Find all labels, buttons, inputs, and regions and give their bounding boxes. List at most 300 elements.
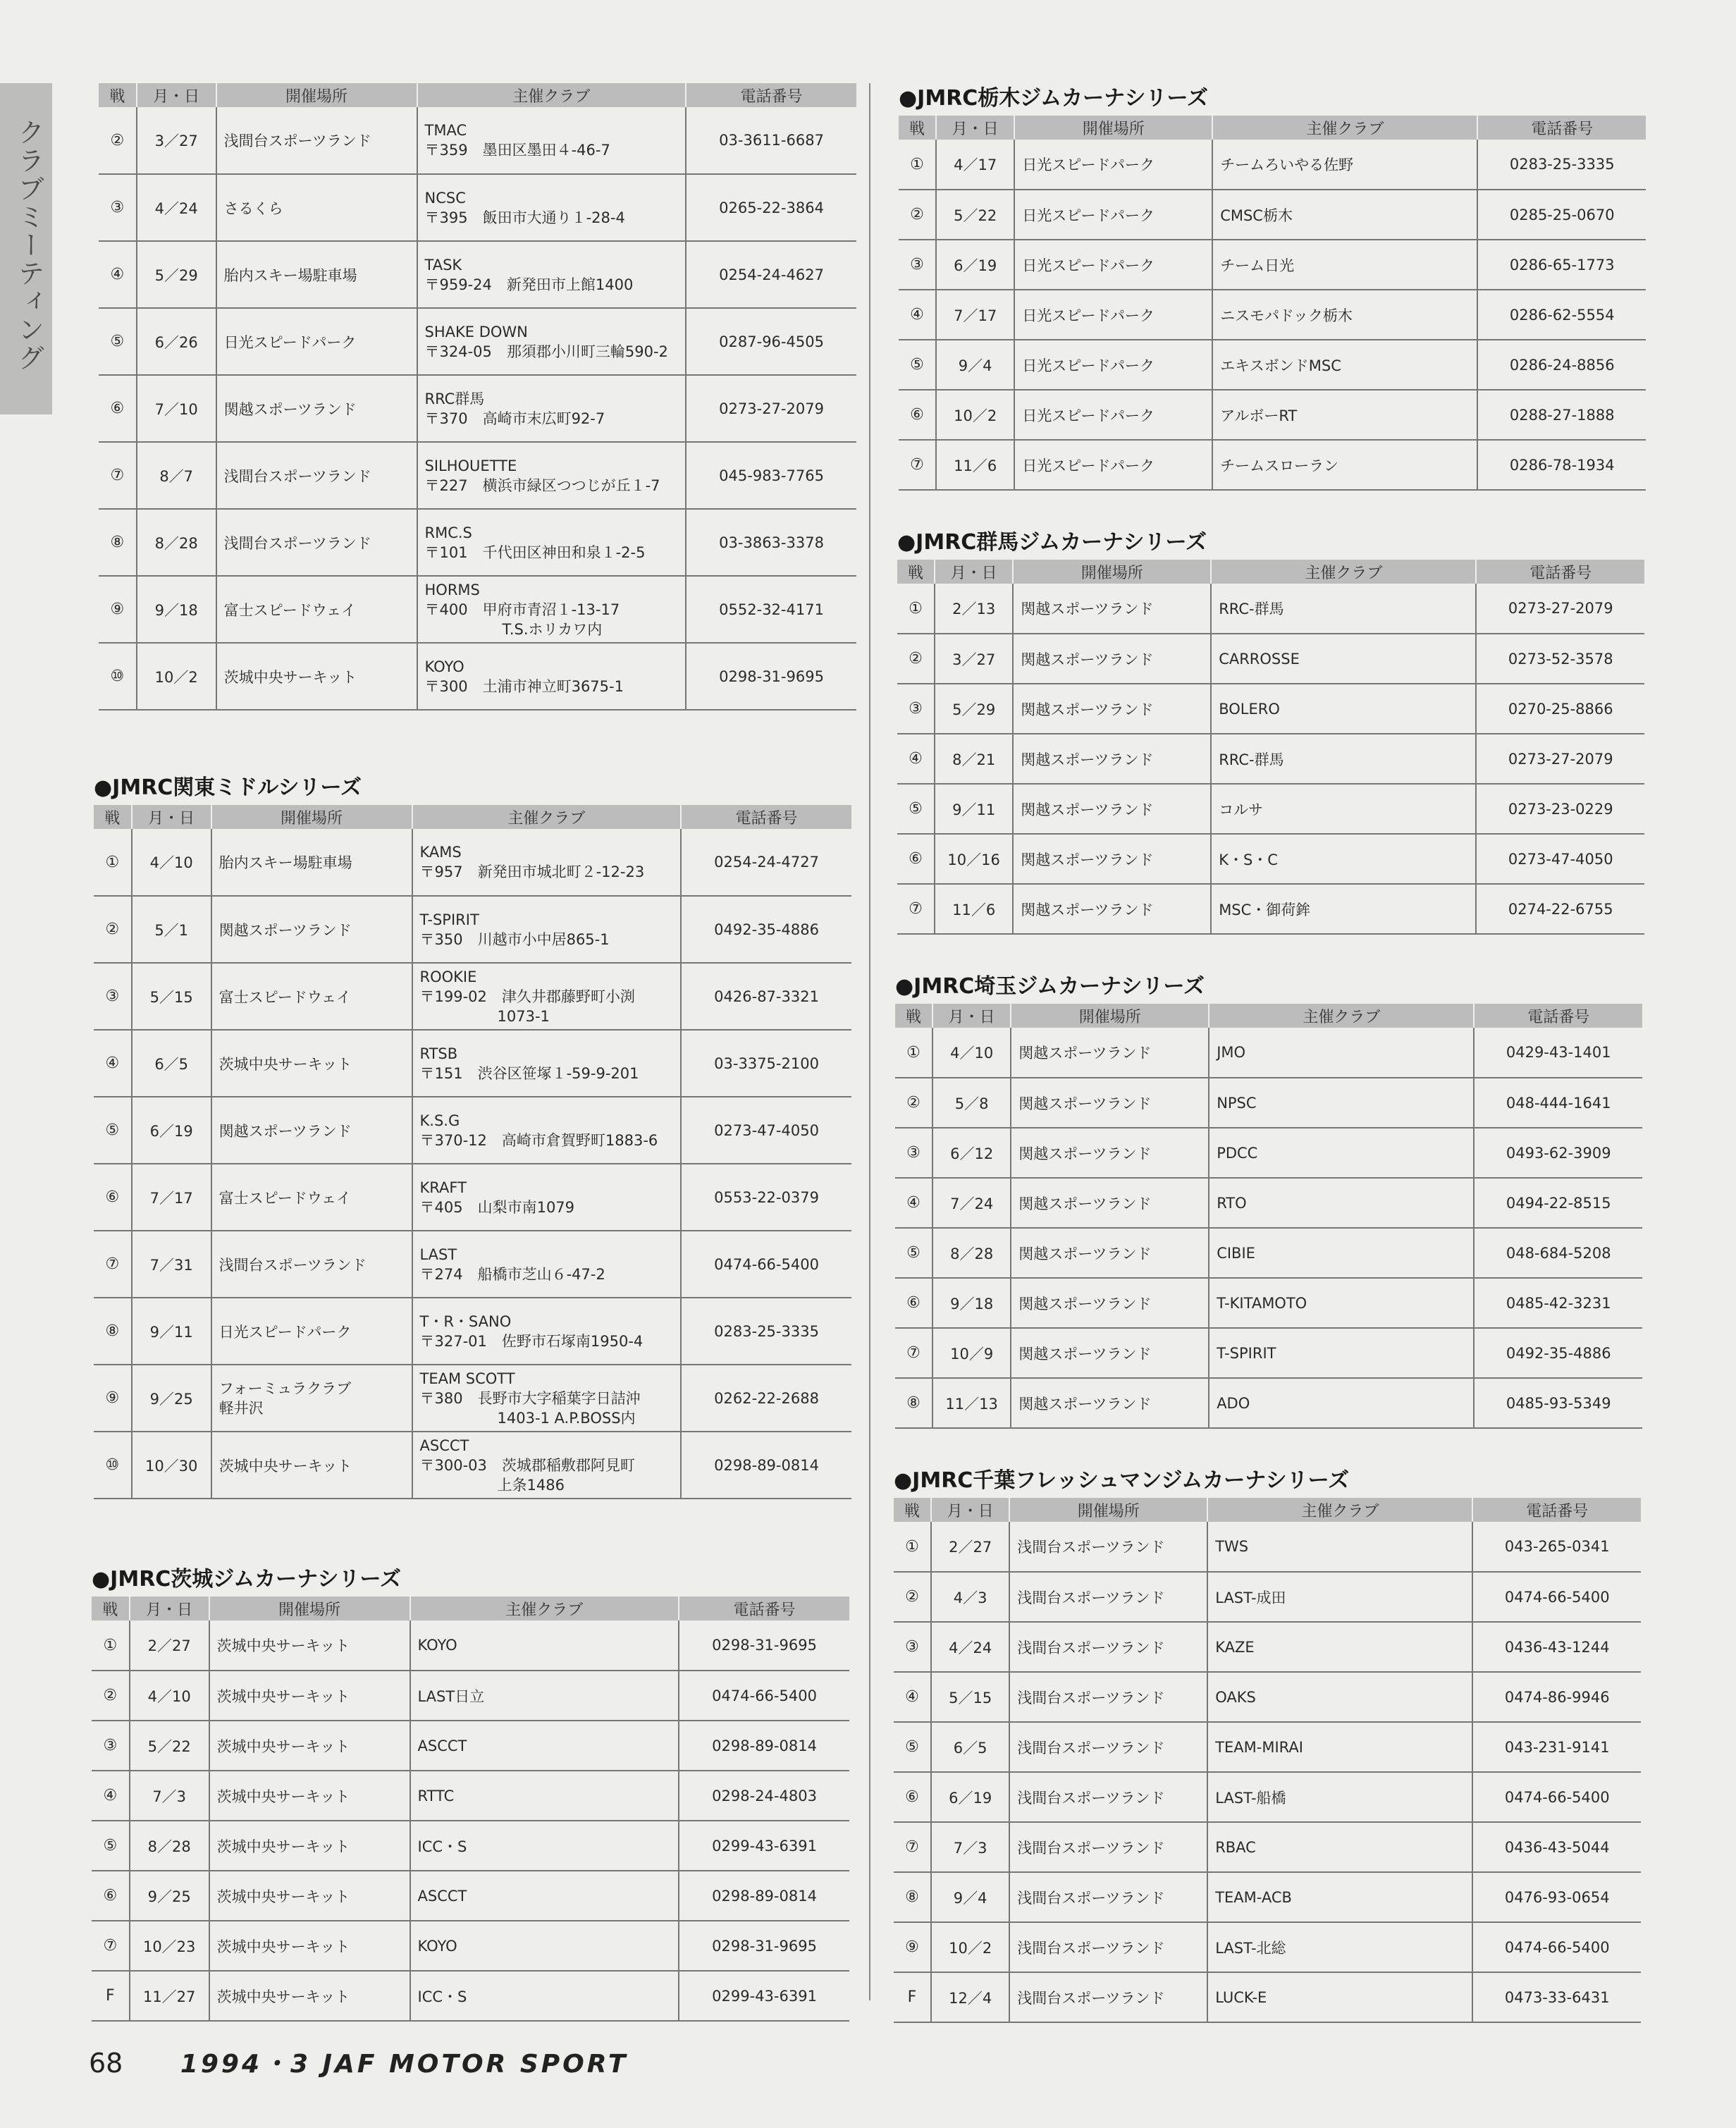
cell-tel: 0473-33-6431 <box>1472 1972 1641 2022</box>
cell-venue: 茨城中央サーキット <box>211 1432 412 1499</box>
table-row <box>99 509 856 576</box>
cell-tel: 0273-27-2079 <box>1476 584 1644 634</box>
cell-venue: 浅間台スポーツランド <box>216 509 417 576</box>
cell-line: KOYO <box>424 658 464 675</box>
cell-club <box>417 442 687 509</box>
cell-club: チームスローラン <box>1212 440 1477 490</box>
cell-tel: 0553-22-0379 <box>681 1164 851 1231</box>
cell-venue: 日光スピードパーク <box>1014 390 1212 440</box>
cell-line: 〒101 千代田区神田和泉１-2-5 <box>424 543 646 561</box>
table-row <box>895 1078 1642 1128</box>
cell-venue: 浅間台スポーツランド <box>1009 1872 1207 1922</box>
cell-club: KOYO <box>410 1620 679 1671</box>
cell-tel: 0492-35-4886 <box>681 896 851 963</box>
cell-tel: 0283-25-3335 <box>1477 140 1646 190</box>
cell-club: RRC-群馬 <box>1211 734 1476 784</box>
cell-no: ⑩ <box>99 643 137 710</box>
cell-tel: 0298-31-9695 <box>686 643 856 710</box>
table-row <box>897 634 1644 684</box>
cell-tel: 0274-22-6755 <box>1476 884 1644 934</box>
cell-tel: 0286-24-8856 <box>1477 340 1646 390</box>
cell-no: ⑦ <box>897 884 935 934</box>
column-header-date: 月・日 <box>132 805 211 829</box>
section-title: ●JMRC茨城ジムカーナシリーズ <box>92 1567 402 1592</box>
cell-venue: 関越スポーツランド <box>1013 884 1211 934</box>
cell-no: ⑧ <box>894 1872 931 1922</box>
cell-no: ⑦ <box>899 440 936 490</box>
cell-date: 11／27 <box>130 1971 209 2021</box>
cell-tel: 0474-66-5400 <box>1472 1922 1641 1972</box>
cell-date: 11／13 <box>932 1378 1011 1428</box>
cell-line: 〒380 長野市大字稲葉字日詰沖 <box>419 1389 641 1407</box>
cell-line: 上条1486 <box>497 1476 565 1494</box>
cell-club <box>412 896 682 963</box>
cell-date: 7／17 <box>936 290 1014 340</box>
column-header-no: 戦 <box>899 116 936 140</box>
cell-tel: 0298-89-0814 <box>681 1432 851 1499</box>
cell-line: 1073-1 <box>497 1007 550 1025</box>
cell-club: TWS <box>1207 1522 1472 1572</box>
cell-date: 9／18 <box>932 1278 1011 1328</box>
schedule-block-tochigi <box>899 86 1646 491</box>
cell-no: ⑥ <box>894 1772 931 1822</box>
table-row <box>895 1328 1642 1378</box>
cell-club <box>412 1432 682 1499</box>
column-header-tel: 電話番号 <box>679 1597 849 1620</box>
cell-no: ① <box>897 584 935 634</box>
cell-no: ⑤ <box>897 784 935 834</box>
cell-venue: 富士スピードウェイ <box>211 963 412 1030</box>
header-row <box>99 83 856 107</box>
cell-line: 〒300-03 茨城郡稲敷郡阿見町 <box>419 1456 635 1474</box>
page-footer <box>89 2044 628 2080</box>
cell-date: 4／24 <box>137 174 216 241</box>
cell-line: RTSB <box>419 1045 458 1062</box>
cell-date: 5／1 <box>132 896 211 963</box>
cell-venue: 関越スポーツランド <box>216 375 417 442</box>
cell-club <box>412 1298 682 1365</box>
table-row <box>99 174 856 241</box>
schedule-table <box>899 116 1646 491</box>
cell-venue: 関越スポーツランド <box>1011 1128 1209 1178</box>
schedule-block-saitama <box>895 974 1642 1429</box>
cell-no: ⑧ <box>99 509 137 576</box>
cell-venue: 関越スポーツランド <box>211 896 412 963</box>
cell-venue: 日光スピードパーク <box>1014 340 1212 390</box>
cell-club: ADO <box>1209 1378 1474 1428</box>
schedule-table <box>894 1498 1641 2023</box>
cell-date: 12／4 <box>931 1972 1009 2022</box>
cell-no: ⑤ <box>895 1228 932 1278</box>
cell-date: 10／2 <box>137 643 216 710</box>
cell-date: 6／19 <box>132 1097 211 1164</box>
cell-club <box>417 576 687 643</box>
cell-no: ② <box>894 1572 931 1622</box>
cell-venue: 日光スピードパーク <box>1014 190 1212 240</box>
cell-no: ⑧ <box>94 1298 132 1365</box>
cell-club: T-KITAMOTO <box>1209 1278 1474 1328</box>
cell-date: 4／10 <box>130 1671 209 1721</box>
cell-venue: 日光スピードパーク <box>211 1298 412 1365</box>
cell-tel: 043-231-9141 <box>1472 1722 1641 1772</box>
cell-tel: 0254-24-4627 <box>686 241 856 308</box>
column-header-venue: 開催場所 <box>1009 1498 1207 1522</box>
table-row <box>99 308 856 375</box>
cell-date: 6／26 <box>137 308 216 375</box>
cell-no: ⑦ <box>99 442 137 509</box>
section-title: ●JMRC関東ミドルシリーズ <box>94 775 362 800</box>
table-row <box>92 1671 849 1721</box>
cell-venue: 茨城中央サーキット <box>209 1921 410 1971</box>
cell-no: ⑦ <box>92 1921 130 1971</box>
table-row <box>897 734 1644 784</box>
column-header-club: 主催クラブ <box>1207 1498 1472 1522</box>
cell-date: 2／27 <box>130 1620 209 1671</box>
side-tab-label: クラブミーティング <box>13 118 44 372</box>
cell-no: F <box>894 1972 931 2022</box>
table-row <box>895 1278 1642 1328</box>
cell-tel: 0298-89-0814 <box>679 1721 849 1771</box>
schedule-block-1 <box>99 83 856 711</box>
cell-tel: 0298-31-9695 <box>679 1620 849 1671</box>
cell-tel: 03-3375-2100 <box>681 1030 851 1097</box>
cell-no: ⑤ <box>894 1722 931 1772</box>
table-row <box>894 1772 1641 1822</box>
column-header-no: 戦 <box>94 805 132 829</box>
schedule-block-ibaraki <box>92 1567 849 2022</box>
cell-line: 〒350 川越市小中居865-1 <box>419 930 610 948</box>
cell-no: ⑤ <box>899 340 936 390</box>
cell-date: 9／25 <box>130 1871 209 1921</box>
cell-venue: 茨城中央サーキット <box>209 1821 410 1871</box>
cell-no: ⑦ <box>894 1822 931 1872</box>
cell-venue: 関越スポーツランド <box>1013 784 1211 834</box>
cell-line: SILHOUETTE <box>424 457 517 474</box>
cell-club: チームろいやる佐野 <box>1212 140 1477 190</box>
cell-line: 〒199-02 津久井郡藤野町小渕 <box>419 988 635 1005</box>
table-row <box>92 1821 849 1871</box>
cell-venue: 茨城中央サーキット <box>211 1030 412 1097</box>
cell-line: 〒395 飯田市大通り１-28-4 <box>424 209 625 226</box>
table-row <box>894 1672 1641 1722</box>
table-row <box>899 190 1646 240</box>
cell-line: 〒327-01 佐野市石塚南1950-4 <box>419 1332 644 1350</box>
schedule-table <box>94 805 851 1499</box>
cell-tel: 045-983-7765 <box>686 442 856 509</box>
column-divider <box>869 83 870 2000</box>
cell-tel: 0273-47-4050 <box>681 1097 851 1164</box>
table-row <box>894 1922 1641 1972</box>
cell-venue: 富士スピードウェイ <box>216 576 417 643</box>
header-row <box>897 560 1644 584</box>
table-row <box>94 1365 851 1432</box>
column-header-club: 主催クラブ <box>1212 116 1477 140</box>
section-title: ●JMRC千葉フレッシュマンジムカーナシリーズ <box>894 1468 1350 1493</box>
table-row <box>92 1620 849 1671</box>
cell-no: ⑤ <box>92 1821 130 1871</box>
column-header-date: 月・日 <box>932 1004 1011 1028</box>
table-row <box>894 1872 1641 1922</box>
cell-club <box>412 829 682 896</box>
table-row <box>99 375 856 442</box>
cell-venue: 浅間台スポーツランド <box>216 442 417 509</box>
cell-tel: 0273-52-3578 <box>1476 634 1644 684</box>
cell-venue: さるくら <box>216 174 417 241</box>
schedule-block-chiba-freshman <box>894 1468 1641 2023</box>
cell-tel: 0299-43-6391 <box>679 1821 849 1871</box>
cell-no: ⑦ <box>895 1328 932 1378</box>
column-header-club: 主催クラブ <box>412 805 682 829</box>
table-row <box>899 140 1646 190</box>
column-header-date: 月・日 <box>936 116 1014 140</box>
cell-tel: 0436-43-1244 <box>1472 1622 1641 1672</box>
cell-no: ② <box>899 190 936 240</box>
table-row <box>895 1378 1642 1428</box>
cell-club <box>417 509 687 576</box>
cell-no: ④ <box>899 290 936 340</box>
cell-venue: 関越スポーツランド <box>211 1097 412 1164</box>
cell-no: ⑨ <box>99 576 137 643</box>
cell-venue <box>211 1365 412 1432</box>
cell-date: 10／23 <box>130 1921 209 1971</box>
table-row <box>92 1971 849 2021</box>
magazine-name: 1994・3 JAF MOTOR SPORT <box>180 2050 629 2079</box>
cell-line: ASCCT <box>419 1437 469 1454</box>
cell-venue: 関越スポーツランド <box>1013 734 1211 784</box>
cell-date: 7／3 <box>931 1822 1009 1872</box>
cell-date: 3／27 <box>935 634 1013 684</box>
cell-line: TEAM SCOTT <box>419 1370 515 1387</box>
cell-venue: 関越スポーツランド <box>1011 1278 1209 1328</box>
cell-no: ③ <box>894 1622 931 1672</box>
column-header-club: 主催クラブ <box>417 83 687 107</box>
cell-line: HORMS <box>424 581 480 598</box>
cell-club <box>417 308 687 375</box>
cell-venue: 浅間台スポーツランド <box>1009 1522 1207 1572</box>
cell-date: 9／11 <box>935 784 1013 834</box>
cell-club <box>412 963 682 1030</box>
side-tab <box>0 83 52 414</box>
cell-date: 3／27 <box>137 107 216 174</box>
cell-venue: 茨城中央サーキット <box>209 1871 410 1921</box>
cell-no: ⑨ <box>894 1922 931 1972</box>
cell-tel: 0288-27-1888 <box>1477 390 1646 440</box>
cell-no: ③ <box>99 174 137 241</box>
cell-tel: 0485-42-3231 <box>1474 1278 1642 1328</box>
cell-date: 5／22 <box>130 1721 209 1771</box>
cell-no: ① <box>894 1522 931 1572</box>
column-header-venue: 開催場所 <box>216 83 417 107</box>
schedule-table <box>99 83 856 711</box>
cell-club: RTO <box>1209 1178 1474 1228</box>
cell-no: F <box>92 1971 130 2021</box>
cell-line: 〒359 墨田区墨田４-46-7 <box>424 142 610 159</box>
cell-venue: 関越スポーツランド <box>1011 1378 1209 1428</box>
table-row <box>94 1432 851 1499</box>
column-header-venue: 開催場所 <box>1014 116 1212 140</box>
table-row <box>94 963 851 1030</box>
column-header-date: 月・日 <box>137 83 216 107</box>
cell-date: 6／12 <box>932 1128 1011 1178</box>
cell-date: 4／3 <box>931 1572 1009 1622</box>
cell-club: RRC-群馬 <box>1211 584 1476 634</box>
cell-tel: 0429-43-1401 <box>1474 1028 1642 1078</box>
cell-venue: 茨城中央サーキット <box>216 643 417 710</box>
table-row <box>94 1164 851 1231</box>
cell-club <box>417 375 687 442</box>
table-row <box>99 107 856 174</box>
cell-date: 6／19 <box>931 1772 1009 1822</box>
cell-line: TMAC <box>424 122 467 139</box>
column-header-no: 戦 <box>895 1004 932 1028</box>
cell-club <box>412 1097 682 1164</box>
table-row <box>897 834 1644 884</box>
cell-tel: 0287-96-4505 <box>686 308 856 375</box>
cell-no: ⑩ <box>94 1432 132 1499</box>
cell-tel: 0474-66-5400 <box>1472 1572 1641 1622</box>
cell-club <box>417 241 687 308</box>
cell-date: 5／15 <box>132 963 211 1030</box>
cell-venue: 浅間台スポーツランド <box>1009 1722 1207 1772</box>
cell-date: 5／8 <box>932 1078 1011 1128</box>
cell-tel: 0254-24-4727 <box>681 829 851 896</box>
column-header-no: 戦 <box>894 1498 931 1522</box>
cell-venue: 関越スポーツランド <box>1013 584 1211 634</box>
cell-club: CMSC栃木 <box>1212 190 1477 240</box>
cell-tel: 0273-27-2079 <box>686 375 856 442</box>
cell-no: ⑨ <box>94 1365 132 1432</box>
table-row <box>897 784 1644 834</box>
cell-club: ICC・S <box>410 1971 679 2021</box>
cell-no: ⑤ <box>94 1097 132 1164</box>
column-header-tel: 電話番号 <box>686 83 856 107</box>
table-row <box>99 576 856 643</box>
cell-club: ニスモパドック栃木 <box>1212 290 1477 340</box>
cell-date: 2／27 <box>931 1522 1009 1572</box>
cell-date: 8／7 <box>137 442 216 509</box>
cell-venue: 浅間台スポーツランド <box>216 107 417 174</box>
cell-club: CARROSSE <box>1211 634 1476 684</box>
cell-venue: 関越スポーツランド <box>1011 1178 1209 1228</box>
cell-venue: 日光スピードパーク <box>1014 440 1212 490</box>
cell-no: ② <box>92 1671 130 1721</box>
cell-no: ⑥ <box>897 834 935 884</box>
cell-tel: 0474-66-5400 <box>681 1231 851 1298</box>
cell-club: LAST-成田 <box>1207 1572 1472 1622</box>
schedule-block-gunma <box>897 530 1644 935</box>
column-header-tel: 電話番号 <box>681 805 851 829</box>
cell-date: 10／16 <box>935 834 1013 884</box>
cell-line: LAST <box>419 1246 457 1263</box>
cell-tel: 0426-87-3321 <box>681 963 851 1030</box>
cell-club: TEAM-MIRAI <box>1207 1722 1472 1772</box>
cell-no: ③ <box>897 684 935 734</box>
cell-date: 10／30 <box>132 1432 211 1499</box>
cell-tel: 0273-27-2079 <box>1476 734 1644 784</box>
cell-club <box>417 643 687 710</box>
cell-date: 5／22 <box>936 190 1014 240</box>
cell-line: KAMS <box>419 844 462 861</box>
cell-date: 7／10 <box>137 375 216 442</box>
cell-line: フォーミュラクラブ <box>218 1379 352 1397</box>
table-row <box>99 442 856 509</box>
cell-tel: 0552-32-4171 <box>686 576 856 643</box>
cell-tel: 03-3863-3378 <box>686 509 856 576</box>
cell-tel: 0492-35-4886 <box>1474 1328 1642 1378</box>
table-row <box>899 390 1646 440</box>
cell-venue: 日光スピードパーク <box>1014 140 1212 190</box>
cell-date: 8／28 <box>130 1821 209 1871</box>
table-row <box>92 1871 849 1921</box>
cell-tel: 0273-47-4050 <box>1476 834 1644 884</box>
cell-club: OAKS <box>1207 1672 1472 1722</box>
cell-no: ④ <box>895 1178 932 1228</box>
cell-no: ① <box>899 140 936 190</box>
cell-no: ⑥ <box>99 375 137 442</box>
cell-club <box>417 174 687 241</box>
cell-club: RBAC <box>1207 1822 1472 1872</box>
cell-no: ⑥ <box>899 390 936 440</box>
cell-no: ④ <box>894 1672 931 1722</box>
cell-tel: 0265-22-3864 <box>686 174 856 241</box>
cell-tel: 0474-66-5400 <box>679 1671 849 1721</box>
cell-club: T-SPIRIT <box>1209 1328 1474 1378</box>
cell-venue: 関越スポーツランド <box>1011 1028 1209 1078</box>
cell-club: ASCCT <box>410 1721 679 1771</box>
table-row <box>899 290 1646 340</box>
table-row <box>895 1178 1642 1228</box>
column-header-date: 月・日 <box>130 1597 209 1620</box>
cell-line: TASK <box>424 256 462 273</box>
cell-club <box>412 1030 682 1097</box>
cell-line: K.S.G <box>419 1112 460 1129</box>
cell-date: 9／11 <box>132 1298 211 1365</box>
cell-tel: 043-265-0341 <box>1472 1522 1641 1572</box>
cell-venue: 関越スポーツランド <box>1011 1078 1209 1128</box>
cell-club: KOYO <box>410 1921 679 1971</box>
cell-club <box>412 1164 682 1231</box>
column-header-tel: 電話番号 <box>1472 1498 1641 1522</box>
cell-club: JMO <box>1209 1028 1474 1078</box>
cell-tel: 0298-24-4803 <box>679 1771 849 1821</box>
cell-venue: 胎内スキー場駐車場 <box>216 241 417 308</box>
schedule-block-kanto-middle <box>94 775 851 1499</box>
cell-tel: 048-444-1641 <box>1474 1078 1642 1128</box>
cell-venue: 茨城中央サーキット <box>209 1721 410 1771</box>
cell-tel: 0286-78-1934 <box>1477 440 1646 490</box>
cell-line: 〒400 甲府市青沼１-13-17 <box>424 601 620 618</box>
cell-date: 11／6 <box>935 884 1013 934</box>
table-row <box>899 240 1646 290</box>
cell-no: ③ <box>92 1721 130 1771</box>
cell-line: ROOKIE <box>419 968 477 985</box>
column-header-tel: 電話番号 <box>1476 560 1644 584</box>
table-row <box>94 1231 851 1298</box>
table-row <box>894 1522 1641 1572</box>
cell-line: 〒151 渋谷区笹塚１-59-9-201 <box>419 1064 639 1082</box>
cell-date: 8／21 <box>935 734 1013 784</box>
table-row <box>894 1722 1641 1772</box>
cell-venue: 茨城中央サーキット <box>209 1671 410 1721</box>
cell-no: ⑥ <box>92 1871 130 1921</box>
schedule-table <box>895 1004 1642 1429</box>
column-header-venue: 開催場所 <box>1011 1004 1209 1028</box>
table-row <box>94 896 851 963</box>
cell-tel: 048-684-5208 <box>1474 1228 1642 1278</box>
cell-club: LAST-船橋 <box>1207 1772 1472 1822</box>
cell-club: ASCCT <box>410 1871 679 1921</box>
cell-venue: 関越スポーツランド <box>1011 1228 1209 1278</box>
